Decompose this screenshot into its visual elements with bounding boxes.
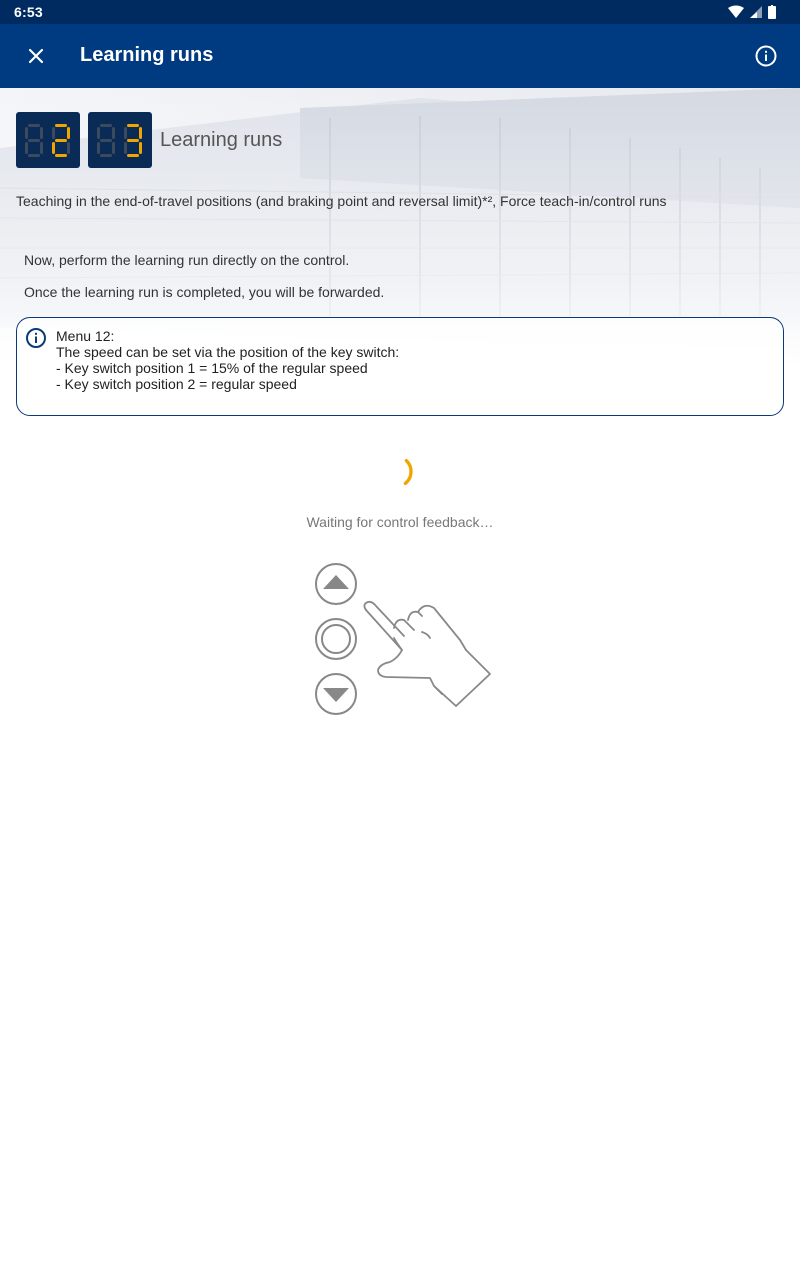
instruction-text: Now, perform the learning run directly on the control. — [24, 252, 350, 268]
forwarding-note: Once the learning run is completed, you will be forwarded. — [24, 284, 385, 300]
info-box-text — [56, 328, 399, 392]
segment-display-left — [16, 112, 80, 168]
down-arrow-button-icon — [316, 674, 356, 714]
loading-spinner-icon — [380, 453, 420, 493]
status-icons — [726, 4, 786, 20]
info-line: - Key switch position 2 = regular speed — [56, 376, 297, 392]
control-panel-illustration — [310, 558, 500, 720]
app-bar-title: Learning runs — [80, 44, 214, 66]
pointing-hand-icon — [364, 602, 490, 706]
status-time: 6:53 — [14, 4, 43, 20]
seven-segment-display-icon — [16, 112, 80, 168]
info-icon — [25, 327, 47, 349]
close-icon — [16, 36, 56, 76]
segment-display-right — [88, 112, 152, 168]
waiting-status: Waiting for control feedback… — [306, 514, 494, 530]
info-box — [16, 317, 784, 416]
info-button[interactable] — [746, 36, 786, 76]
cellular-signal-icon — [750, 6, 762, 18]
info-icon — [746, 36, 786, 76]
up-arrow-button-icon — [316, 564, 356, 604]
stop-button-icon — [316, 619, 356, 659]
section-title: Learning runs — [160, 129, 283, 151]
info-line: The speed can be set via the position of the key switch: — [56, 344, 400, 360]
status-bar — [0, 0, 800, 24]
app-bar — [0, 24, 800, 88]
battery-icon — [768, 5, 776, 19]
info-line: - Key switch position 1 = 15% of the regular speed — [56, 360, 368, 376]
seven-segment-display-icon — [88, 112, 152, 168]
info-line: Menu 12: — [56, 328, 115, 344]
section-subtitle: Teaching in the end-of-travel positions (and braking point and reversal limit)*², Force teach-in/control runs — [16, 193, 667, 209]
close-button[interactable] — [16, 36, 56, 76]
wifi-icon — [728, 6, 744, 19]
